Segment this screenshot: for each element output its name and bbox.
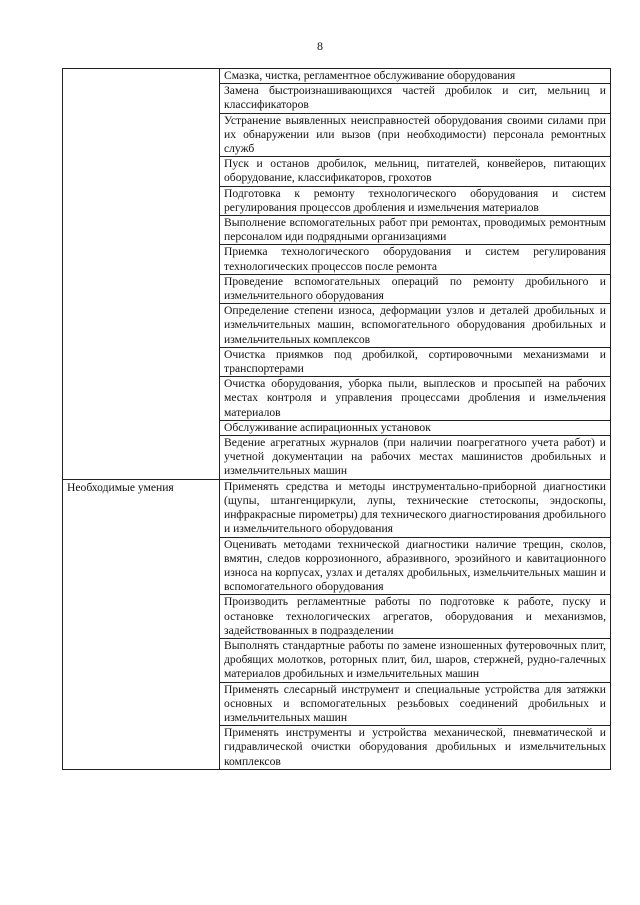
table-cell: Подготовка к ремонту технологического оборудования и систем регулирования процессов дробления и измельчения материалов <box>220 186 611 215</box>
table-cell: Оценивать методами технической диагностики наличие трещин, сколов, вмятин, следов коррозионного, абразивного, эрозийного и кавитационного износа на корпусах, узлах и деталях дробильных, измельчительных машин и вспомогательного оборудования <box>220 537 611 595</box>
table-cell: Проведение вспомогательных операций по ремонту дробильного и измельчительного оборудования <box>220 274 611 303</box>
table-cell: Применять инструменты и устройства механической, пневматической и гидравлической очистки оборудования дробильных и измельчительных комплексов <box>220 726 611 770</box>
table-cell: Замена быстроизнашивающихся частей дробилок и сит, мельниц и классификаторов <box>220 84 611 113</box>
table-cell: Устранение выявленных неисправностей оборудования своими силами при их обнаружении или вызов (при необходимости) персонала ремонтных служб <box>220 113 611 157</box>
table-cell: Выполнять стандартные работы по замене изношенных футеровочных плит, дробящих молотков, роторных плит, бил, шаров, стержней, рудно-галечных материалов дробильных и измельчительных машин <box>220 638 611 682</box>
table-cell: Производить регламентные работы по подготовке к работе, пуску и остановке технологических агрегатов, оборудования и механизмов, задействованных в подразделении <box>220 595 611 639</box>
table-cell: Ведение агрегатных журналов (при наличии поагрегатного учета работ) и учетной документации на рабочих местах машинистов дробильных и измельчительных машин <box>220 436 611 480</box>
table-cell: Смазка, чистка, регламентное обслуживание оборудования <box>220 69 611 84</box>
table-cell: Очистка оборудования, уборка пыли, выплесков и просыпей на рабочих местах контроля и управления процессами дробления и измельчения материалов <box>220 377 611 421</box>
table-row <box>63 479 611 537</box>
section-label <box>63 69 220 480</box>
table-cell: Очистка приямков под дробилкой, сортировочными механизмами и транспортерами <box>220 347 611 376</box>
section-label: Необходимые умения <box>63 479 220 769</box>
table-cell: Пуск и останов дробилок, мельниц, питателей, конвейеров, питающих оборудование, классификаторов, грохотов <box>220 157 611 186</box>
table-cell: Применять средства и методы инструментально-приборной диагностики (щупы, штангенциркули, лупы, технические стетоскопы, эндоскопы, инфракрасные пирометры) для технического диагностирования дробильного и измельчительного оборудования <box>220 479 611 537</box>
table-cell: Приемка технологического оборудования и систем регулирования технологических процессов после ремонта <box>220 245 611 274</box>
table-cell: Применять слесарный инструмент и специальные устройства для затяжки основных и вспомогательных резьбовых соединений дробильных и измельчительных машин <box>220 682 611 726</box>
table-cell: Определение степени износа, деформации узлов и деталей дробильных и измельчительных машин, вспомогательного оборудования дробильных и измельчительных комплексов <box>220 304 611 348</box>
page-number: 8 <box>317 39 323 53</box>
table-row <box>63 69 611 84</box>
table-cell: Обслуживание аспирационных установок <box>220 420 611 435</box>
table-cell: Выполнение вспомогательных работ при ремонтах, проводимых ремонтным персоналом иди подрядными организациями <box>220 216 611 245</box>
competency-table <box>62 68 611 770</box>
